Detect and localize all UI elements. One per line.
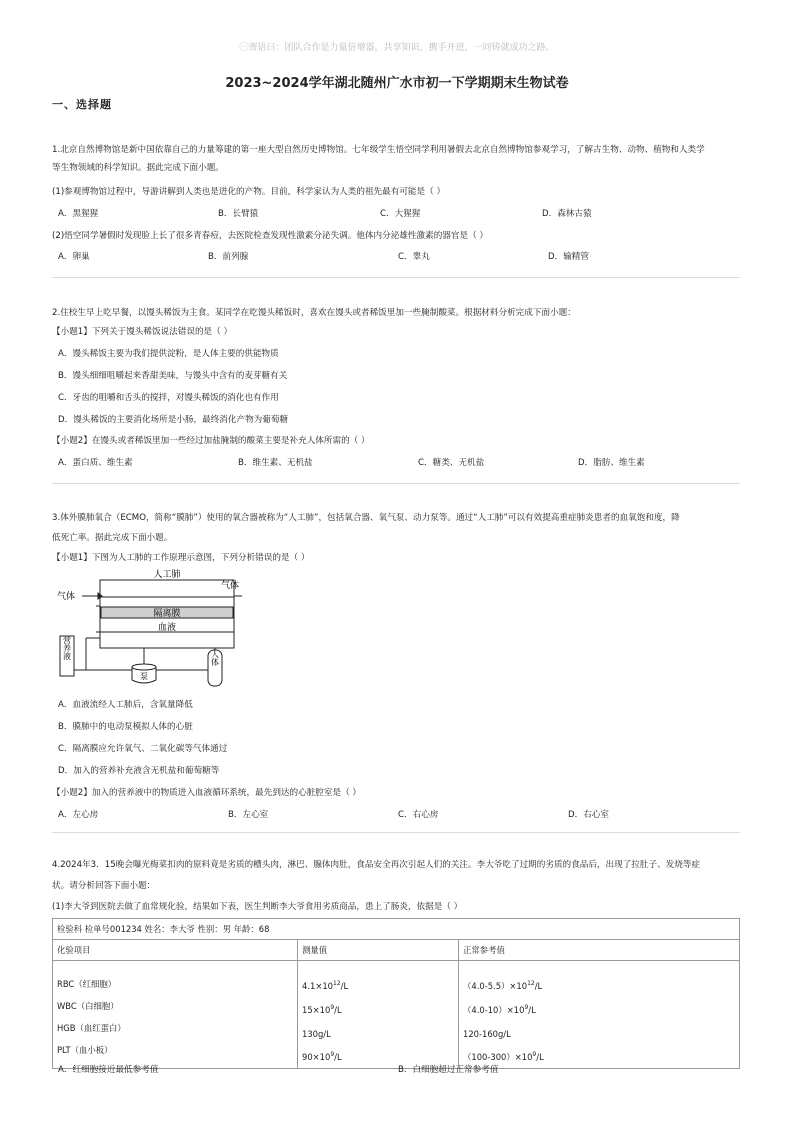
- q1-sub2-option-a[interactable]: A．卵巢: [58, 252, 90, 262]
- q4-sub1-option-b[interactable]: B．白细胞超过正常参考值: [398, 1065, 499, 1075]
- table-row-item: PLT（血小板）: [57, 1045, 113, 1055]
- q3-sub1-option-d[interactable]: D．加入的营养补充液含无机盐和葡萄糖等: [58, 766, 220, 776]
- diagram-label-gas-in: 气体: [56, 592, 76, 602]
- lab-ref-column: [459, 961, 740, 1069]
- q3-sub1-option-a[interactable]: A．血液流经人工肺后，含氧量降低: [58, 700, 193, 710]
- q3-sub2-option-c[interactable]: C．右心房: [398, 810, 439, 820]
- q3-sub2-option-d[interactable]: D．右心室: [568, 810, 609, 820]
- q1-sub2-option-c[interactable]: C．睾丸: [398, 252, 430, 262]
- artificial-lung-diagram: [52, 566, 242, 692]
- q4-stem-line1: 4.2024年3．15晚会曝光梅菜扣肉的原料竟是劣质的槽头肉，淋巴、腺体肉肚，食品安全再次引起人们的关注。李大爷吃了过期的劣质的食品后，出现了拉肚子、发烧等症: [52, 860, 701, 870]
- q2-sub2: 【小题2】在馒头或者稀饭里加一些经过加盐腌制的酸菜主要是补充人体所需的（ ）: [52, 436, 370, 446]
- q3-sub2-option-b[interactable]: B．左心室: [228, 810, 269, 820]
- table-row-item: RBC（红细胞）: [57, 979, 117, 989]
- diagram-label-membrane: 隔离膜: [153, 609, 181, 619]
- divider: [52, 832, 740, 833]
- q3-sub2-option-a[interactable]: A．左心房: [58, 810, 99, 820]
- divider: [52, 277, 740, 278]
- q3-stem-line2: 低死亡率。据此完成下面小题。: [52, 533, 173, 543]
- diagram-label-blood: 血液: [157, 623, 177, 633]
- q3-sub2: 【小题2】加入的营养液中的物质进入血液循环系统，最先到达的心脏腔室是（ ）: [52, 788, 361, 798]
- divider: [52, 483, 740, 484]
- table-row-item: WBC（白细胞）: [57, 1001, 119, 1011]
- lab-header-value: 测量值: [298, 940, 459, 961]
- q1-sub2-option-d[interactable]: D．输精管: [548, 252, 589, 262]
- lab-header-item: 化验项目: [53, 940, 298, 961]
- diagram-label-lung: 人工肺: [153, 570, 181, 580]
- q2-sub1: 【小题1】下列关于馒头稀饭说法错误的是（ ）: [52, 327, 233, 337]
- lab-results-table: [52, 918, 740, 1069]
- table-row-ref: $(4.0-5.5)\times 10^{12}/L$: [463, 980, 543, 991]
- q1-sub1-option-a[interactable]: A．黑猩猩: [58, 209, 99, 219]
- header-slogan: ㊀寄语曰：团队合作是力量倍增器，共享知识，携手并进，一同铸就成功之路。: [239, 43, 555, 53]
- q4-sub1: (1)李大爷到医院去做了血常规化验，结果如下表，医生判断李大爷食用劣质商品，患上了肠炎，依据是（ ）: [52, 902, 463, 912]
- q2-sub2-option-b[interactable]: B．维生素、无机盐: [238, 458, 313, 468]
- lab-values-column: [298, 961, 459, 1069]
- q4-sub1-option-a[interactable]: A．红细胞接近最低参考值: [58, 1065, 159, 1075]
- q2-sub2-option-a[interactable]: A．蛋白质、维生素: [58, 458, 133, 468]
- q1-sub2: (2)悟空同学暑假时发现脸上长了很多青春痘，去医院检查发现性激素分泌失调。他体内分泌雄性激素的器官是（ ）: [52, 231, 489, 241]
- q2-sub1-option-b[interactable]: B．馒头细细咀嚼起来香甜美味，与馒头中含有的麦芽糖有关: [58, 371, 288, 381]
- lab-header-ref: 正常参考值: [459, 940, 740, 961]
- diagram-label-human: 人体: [210, 650, 220, 666]
- q1-sub1: (1)参观博物馆过程中，导游讲解到人类也是进化的产物。目前，科学家认为人类的祖先最有可能是（ ）: [52, 187, 446, 197]
- q3-stem-line1: 3.体外膜肺氧合（ECMO，简称“膜肺”）使用的氧合器被称为“人工肺”，包括氧合器、氧气泵、动力泵等。通过“人工肺”可以有效提高重症肺炎患者的血氧饱和度，降: [52, 513, 680, 523]
- table-row-ref: $(100-300)\times 10^9/L$: [463, 1051, 544, 1063]
- q2-stem: 2.住校生早上吃早餐，以馒头稀饭为主食。某同学在吃馒头稀饭时，喜欢在馒头或者稀饭里加一些腌制酸菜。根据材料分析完成下面小题：: [52, 308, 576, 318]
- q2-sub1-option-c[interactable]: C．牙齿的咀嚼和舌头的搅拌，对馒头稀饭的消化也有作用: [58, 393, 279, 403]
- q3-sub1-option-b[interactable]: B．膜肺中的电动泵模拟人体的心脏: [58, 722, 193, 732]
- q3-sub1-option-c[interactable]: C．隔离膜应允许氧气、二氧化碳等气体通过: [58, 744, 228, 754]
- diagram-label-nutrient: 营养液: [62, 636, 72, 660]
- q2-sub2-option-c[interactable]: C．糖类、无机盐: [418, 458, 485, 468]
- section-heading: 一、选择题: [52, 98, 112, 111]
- diagram-label-gas-out: 气体: [220, 581, 239, 591]
- q1-stem-line2: 等生物领域的科学知识。据此完成下面小题。: [52, 163, 224, 173]
- table-row-item: HGB（血红蛋白）: [57, 1023, 126, 1033]
- table-row-value: $15\times 10^9/L$: [302, 1003, 342, 1015]
- q1-sub1-option-d[interactable]: D．森林古猿: [542, 209, 592, 219]
- q3-sub1: 【小题1】下图为人工肺的工作原理示意图，下列分析错误的是（ ）: [52, 553, 310, 563]
- q2-sub1-option-a[interactable]: A．馒头稀饭主要为我们提供淀粉，是人体主要的供能物质: [58, 349, 279, 359]
- table-row-value: 130g/L: [302, 1028, 331, 1039]
- q1-sub1-option-c[interactable]: C．大猩猩: [380, 209, 421, 219]
- lab-items-column: [53, 961, 298, 1069]
- q1-sub1-option-b[interactable]: B．长臂猿: [218, 209, 259, 219]
- q1-sub2-option-b[interactable]: B．前列腺: [208, 252, 249, 262]
- q2-sub1-option-d[interactable]: D．馒头稀饭的主要消化场所是小肠，最终消化产物为葡萄糖: [58, 415, 289, 425]
- table-row-ref: 120-160g/L: [463, 1028, 511, 1039]
- table-row-value: $90\times 10^9/L$: [302, 1051, 342, 1063]
- q2-sub2-option-d[interactable]: D．脂肪、维生素: [578, 458, 645, 468]
- q4-stem-line2: 状。请分析回答下面小题：: [52, 881, 156, 891]
- q1-stem-line1: 1.北京自然博物馆是新中国依靠自己的力量筹建的第一座大型自然历史博物馆。七年级学生悟空同学利用暑假去北京自然博物馆参观学习，了解古生物、动物、植物和人类学: [52, 145, 705, 155]
- table-row-ref: $(4.0-10)\times 10^9/L$: [463, 1003, 536, 1015]
- page-title: 2023~2024学年湖北随州广水市初一下学期期末生物试卷: [225, 76, 569, 91]
- diagram-label-pump: 泵: [140, 672, 148, 681]
- lab-table-info: 检验科 检单号001234 姓名：李大爷 性别：男 年龄：68: [53, 919, 740, 940]
- table-row-value: $4.1\times 10^{12}/L$: [302, 980, 349, 991]
